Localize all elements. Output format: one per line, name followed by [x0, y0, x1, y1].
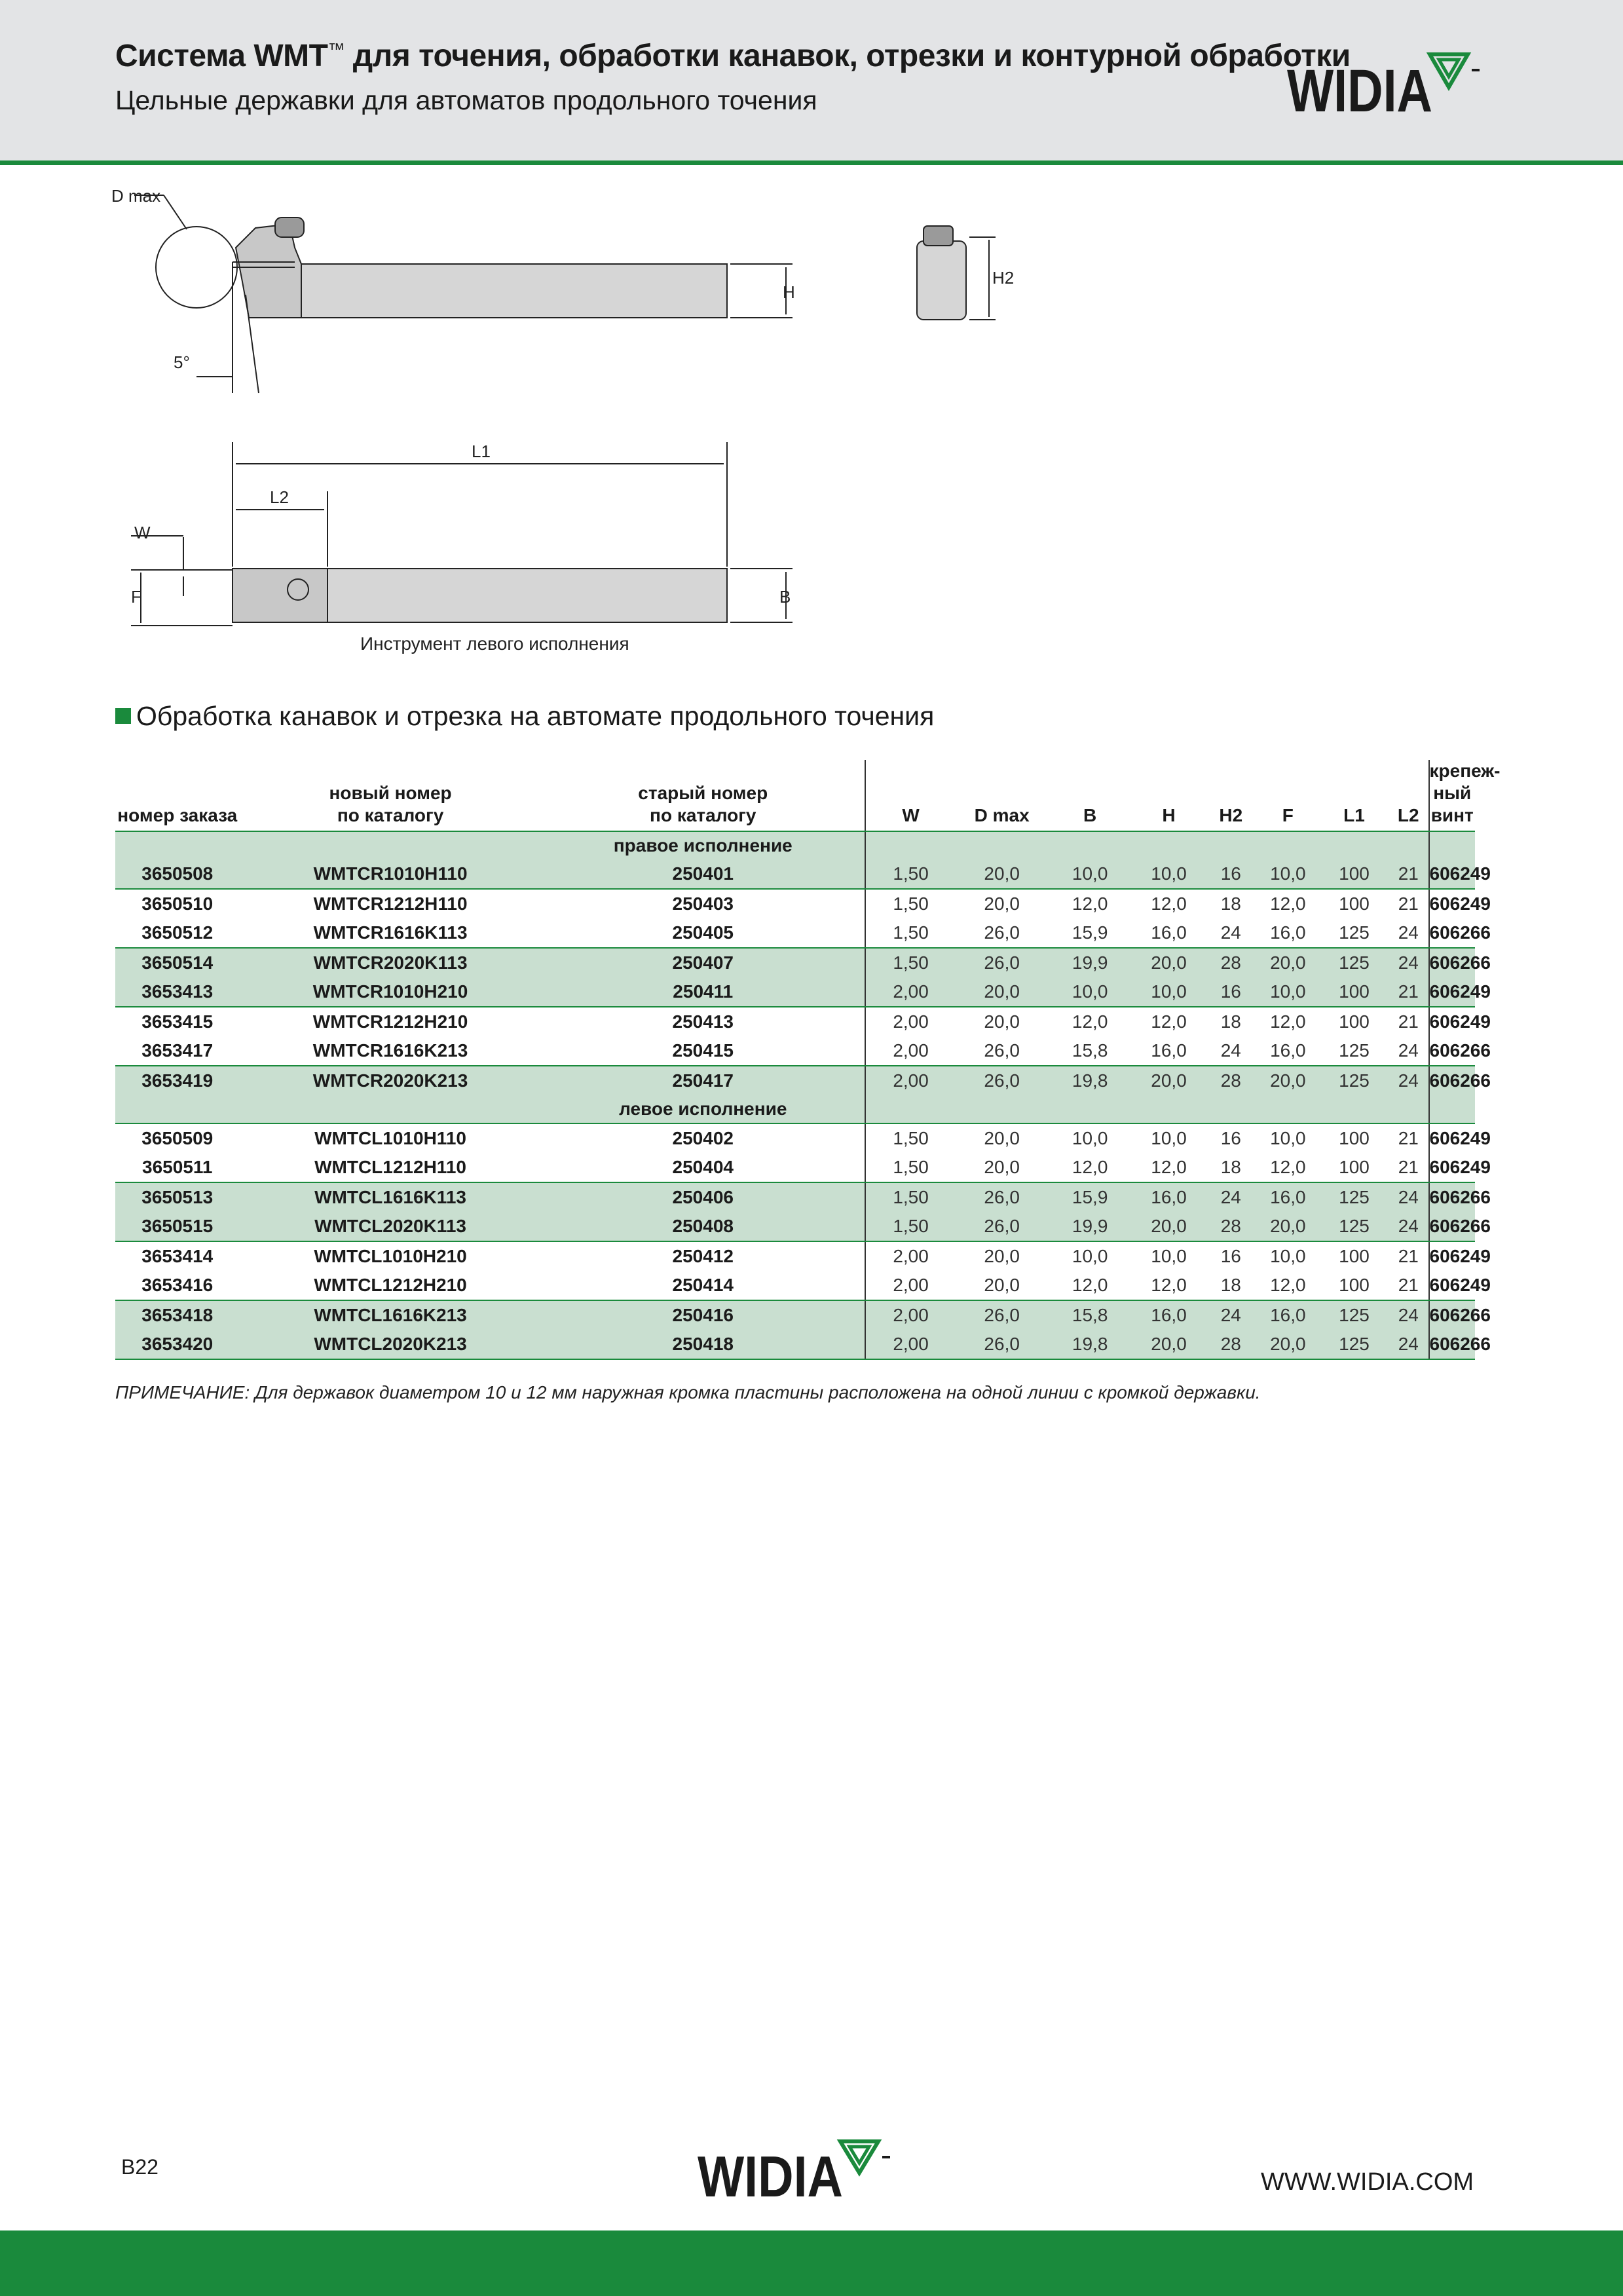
table-cell: 10,0 — [1048, 859, 1132, 889]
table-cell: 606249 — [1429, 894, 1491, 914]
table-body — [115, 831, 1491, 1359]
table-cell: 125 — [1320, 1212, 1389, 1241]
widia-logo-footer — [698, 2132, 894, 2204]
table-cell: 125 — [1320, 1300, 1389, 1330]
table-cell: 12,0 — [1270, 1011, 1306, 1032]
table-cell: 2,00 — [865, 1300, 956, 1330]
table-cell: 21 — [1389, 859, 1428, 889]
table-cell: 28 — [1206, 1066, 1256, 1095]
l1-label: L1 — [472, 442, 491, 461]
col-w: W — [865, 760, 956, 831]
b-label: B — [779, 587, 791, 607]
table-cell: 24 — [1389, 1036, 1428, 1066]
table-cell: WMTCR1010H110 — [240, 859, 542, 889]
table-cell: 16,0 — [1256, 918, 1320, 948]
table-cell: 1,50 — [865, 859, 956, 889]
table-cell: 1,50 — [865, 1212, 956, 1241]
table-subheader — [115, 831, 1475, 859]
table-cell: 20,0 — [1256, 1330, 1320, 1359]
table-cell: 24 — [1389, 918, 1428, 948]
square-bullet-icon — [115, 708, 131, 724]
table-cell: 250404 — [542, 1153, 865, 1182]
h2-label: H2 — [992, 268, 1015, 288]
table-cell: 606249 — [1429, 1128, 1491, 1148]
table-cell: 12,0 — [1072, 894, 1108, 914]
table-cell: WMTCL2020K213 — [240, 1330, 542, 1359]
table-cell: 250414 — [542, 1271, 865, 1300]
table-cell: 3650513 — [115, 1182, 240, 1212]
table-cell: 15,9 — [1048, 1182, 1132, 1212]
table-cell: 10,0 — [1048, 977, 1132, 1007]
table-cell: 100 — [1320, 977, 1389, 1007]
table-row — [115, 1300, 1475, 1330]
table-cell: 100 — [1339, 894, 1370, 914]
table-cell: 100 — [1320, 859, 1389, 889]
table-cell: 100 — [1320, 1153, 1389, 1182]
table-cell: 16,0 — [1132, 1182, 1206, 1212]
table-cell: 125 — [1320, 918, 1389, 948]
table-cell: 606249 — [1429, 859, 1476, 889]
table-cell: 16 — [1206, 977, 1256, 1007]
table-cell: WMTCL1010H210 — [314, 1246, 467, 1266]
footer-bar — [0, 2230, 1623, 2296]
col-order: номер заказа — [115, 760, 240, 831]
table-cell: 606266 — [1429, 1066, 1476, 1095]
table-cell: 24 — [1389, 948, 1428, 977]
table-cell: 606249 — [1429, 1246, 1491, 1266]
table-cell: 3650514 — [115, 948, 240, 977]
table-cell: 26,0 — [956, 918, 1048, 948]
table-cell: 250402 — [542, 1123, 865, 1153]
table-cell: 28 — [1206, 1330, 1256, 1359]
table-cell: 18 — [1220, 894, 1241, 914]
table-cell: 20,0 — [956, 859, 1048, 889]
table-cell: WMTCL1010H110 — [314, 1128, 466, 1148]
table-cell: 16,0 — [1256, 1300, 1320, 1330]
table-cell: 24 — [1206, 1300, 1256, 1330]
table-cell: 12,0 — [1048, 1153, 1132, 1182]
table-cell: 606266 — [1429, 1182, 1476, 1212]
table-cell: 3650515 — [115, 1212, 240, 1241]
table-cell: 10,0 — [1256, 859, 1320, 889]
table-cell: 24 — [1389, 1300, 1428, 1330]
table-cell: 18 — [1220, 1011, 1241, 1032]
table-cell: 24 — [1389, 1212, 1428, 1241]
table-cell: 18 — [1206, 1271, 1256, 1300]
table-cell: 250403 — [542, 889, 865, 918]
table-cell: 3653419 — [115, 1066, 240, 1095]
table-cell: 15,8 — [1048, 1300, 1132, 1330]
table-row — [115, 859, 1475, 889]
table-cell: 24 — [1206, 1036, 1256, 1066]
h-label: H — [783, 282, 795, 302]
col-b: B — [1048, 760, 1132, 831]
table-cell: 24 — [1389, 1182, 1428, 1212]
table-cell: 16 — [1206, 859, 1256, 889]
page-title: Система WMT™ для точения, обработки канавок, отрезки и контурной обработки — [115, 39, 1351, 73]
table-row — [115, 889, 1475, 918]
table-cell: 2,00 — [865, 1330, 956, 1359]
table-cell: 250401 — [542, 859, 865, 889]
table-cell: 16,0 — [1132, 918, 1206, 948]
table-cell: 10,0 — [1256, 977, 1320, 1007]
table-cell: WMTCL1212H210 — [240, 1271, 542, 1300]
table-cell: 20,0 — [1132, 1330, 1206, 1359]
table-cell: 2,00 — [865, 1271, 956, 1300]
table-cell: 606266 — [1429, 918, 1476, 948]
table-cell: 12,0 — [1256, 1271, 1320, 1300]
table-cell: 20,0 — [984, 1246, 1020, 1266]
table-cell: 24 — [1206, 1182, 1256, 1212]
drawing-caption: Инструмент левого исполнения — [360, 633, 629, 654]
table-cell: 12,0 — [1132, 1271, 1206, 1300]
table-cell: 3650510 — [141, 894, 214, 914]
table-cell: 12,0 — [1151, 1011, 1187, 1032]
table-cell: 1,50 — [865, 948, 956, 977]
table-cell: 1,50 — [893, 1128, 929, 1148]
col-dmax: D max — [956, 760, 1048, 831]
col-h: H — [1132, 760, 1206, 831]
table-cell: 20,0 — [984, 1011, 1020, 1032]
table-cell: 100 — [1339, 1128, 1370, 1148]
tool-drawing — [98, 177, 1048, 662]
table-cell: 12,0 — [1132, 1153, 1206, 1182]
col-h2: H2 — [1206, 760, 1256, 831]
table-cell: WMTCL1212H110 — [240, 1153, 542, 1182]
table-cell: 19,9 — [1048, 1212, 1132, 1241]
table-cell: 10,0 — [1151, 1246, 1187, 1266]
table-cell: WMTCL1616K113 — [240, 1182, 542, 1212]
table-cell: 3650508 — [115, 859, 240, 889]
table-cell: WMTCR1616K113 — [240, 918, 542, 948]
table-row — [115, 1123, 1475, 1153]
table-cell: 125 — [1320, 948, 1389, 977]
table-cell: 21 — [1389, 889, 1428, 918]
table-subheader — [115, 1095, 1475, 1123]
table-cell: 15,9 — [1048, 918, 1132, 948]
table-cell: 1,50 — [865, 918, 956, 948]
table-cell: 26,0 — [956, 1066, 1048, 1095]
table-cell: 125 — [1320, 1330, 1389, 1359]
table-cell: 21 — [1389, 1241, 1428, 1271]
table-cell: 20,0 — [956, 1271, 1048, 1300]
col-l1: L1 — [1320, 760, 1389, 831]
table-cell: 125 — [1320, 1036, 1389, 1066]
table-cell: 2,00 — [865, 977, 956, 1007]
w-label: W — [134, 523, 151, 542]
table-row — [115, 1007, 1475, 1036]
table-cell: 100 — [1339, 1246, 1370, 1266]
table-row — [115, 1182, 1475, 1212]
col-new-catalog: новый номер по каталогу — [240, 760, 542, 831]
table-row — [115, 1271, 1475, 1300]
table-cell: 26,0 — [956, 1212, 1048, 1241]
table-row — [115, 918, 1475, 948]
dmax-label: D max — [111, 186, 161, 206]
table-cell: 250406 — [542, 1182, 865, 1212]
header-divider — [0, 160, 1623, 165]
table-cell: 26,0 — [956, 1300, 1048, 1330]
f-label: F — [131, 587, 141, 607]
table-cell: 26,0 — [956, 1182, 1048, 1212]
table-cell: 250407 — [542, 948, 865, 977]
table-cell: 3650512 — [115, 918, 240, 948]
table-cell: 3650509 — [141, 1128, 214, 1148]
table-cell: 1,50 — [893, 894, 929, 914]
table-cell: 12,0 — [1048, 1271, 1132, 1300]
table-row — [115, 1036, 1475, 1066]
table-cell: 26,0 — [956, 1036, 1048, 1066]
table-row — [115, 1212, 1475, 1241]
table-cell: 2,00 — [865, 1036, 956, 1066]
table-row — [115, 1241, 1475, 1271]
table-cell: 16 — [1220, 1128, 1241, 1148]
table-cell: 24 — [1206, 918, 1256, 948]
table-cell: 12,0 — [1256, 1153, 1320, 1182]
table-cell: 12,0 — [1270, 894, 1306, 914]
table-cell: 1,50 — [865, 1182, 956, 1212]
table-cell: 606266 — [1429, 948, 1476, 977]
table-cell: WMTCR2020K113 — [240, 948, 542, 977]
table-cell: 100 — [1320, 1271, 1389, 1300]
l2-label: L2 — [270, 487, 289, 507]
table-cell: 3653413 — [115, 977, 240, 1007]
svg-text:WIDIA: WIDIA — [698, 2144, 843, 2204]
table-row — [115, 977, 1475, 1007]
variant-label: левое исполнение — [542, 1095, 865, 1123]
table-cell: 3653414 — [141, 1246, 214, 1266]
variant-label: правое исполнение — [542, 831, 865, 859]
table-cell: 250418 — [542, 1330, 865, 1359]
table-cell: 24 — [1389, 1330, 1428, 1359]
table-cell: 20,0 — [1132, 1066, 1206, 1095]
table-cell: 250416 — [542, 1300, 865, 1330]
table-cell: 28 — [1206, 1212, 1256, 1241]
table-cell: 21 — [1389, 1153, 1428, 1182]
page-header — [0, 0, 1623, 160]
table-cell: 2,00 — [893, 1246, 929, 1266]
table-cell: 606266 — [1429, 1300, 1476, 1330]
table-cell: WMTCL1616K213 — [240, 1300, 542, 1330]
table-row — [115, 948, 1475, 977]
table-cell: 606249 — [1429, 1011, 1491, 1032]
widia-logo — [1287, 43, 1483, 121]
table-cell: WMTCR1010H210 — [240, 977, 542, 1007]
table-cell: 21 — [1389, 1007, 1428, 1036]
table-cell: 10,0 — [1132, 859, 1206, 889]
table-cell: 250408 — [542, 1212, 865, 1241]
table-cell: 10,0 — [1072, 1246, 1108, 1266]
page-subtitle: Цельные державки для автоматов продольного точения — [115, 85, 817, 115]
table-cell: 20,0 — [1132, 1212, 1206, 1241]
table-cell: 3653417 — [115, 1036, 240, 1066]
table-cell: 19,8 — [1048, 1330, 1132, 1359]
table-cell: 3653418 — [115, 1300, 240, 1330]
table-cell: 2,00 — [865, 1066, 956, 1095]
table-cell: WMTCR1212H210 — [312, 1011, 468, 1032]
table-cell: 20,0 — [984, 894, 1020, 914]
table-cell: 1,50 — [865, 1153, 956, 1182]
table-cell: 250415 — [542, 1036, 865, 1066]
table-cell: 250413 — [542, 1007, 865, 1036]
table-cell: 20,0 — [1256, 1212, 1320, 1241]
page-number: B22 — [121, 2155, 159, 2179]
table-cell: 18 — [1206, 1153, 1256, 1182]
col-l2: L2 — [1389, 760, 1428, 831]
table-cell: 10,0 — [1270, 1246, 1306, 1266]
table-cell: 606249 — [1429, 1153, 1476, 1182]
table-cell: WMTCL2020K113 — [240, 1212, 542, 1241]
table-row — [115, 1153, 1475, 1182]
table-cell: 12,0 — [1151, 894, 1187, 914]
table-cell: 250412 — [542, 1241, 865, 1271]
table-cell: 16,0 — [1256, 1036, 1320, 1066]
table-note: ПРИМЕЧАНИЕ: Для державок диаметром 10 и 12 мм наружная кромка пластины расположена на одной линии с кромкой державки. — [115, 1382, 1261, 1402]
angle-label: 5° — [174, 352, 190, 372]
table-cell: 100 — [1339, 1011, 1370, 1032]
col-old-catalog: старый номер по каталогу — [542, 760, 865, 831]
table-cell: 21 — [1389, 1123, 1428, 1153]
table-cell: 26,0 — [956, 948, 1048, 977]
table-row — [115, 1330, 1475, 1359]
table-cell: 20,0 — [956, 977, 1048, 1007]
table-cell: 125 — [1320, 1182, 1389, 1212]
website-link[interactable]: WWW.WIDIA.COM — [1261, 2168, 1474, 2196]
table-cell: WMTCR1616K213 — [240, 1036, 542, 1066]
table-cell: 20,0 — [984, 1128, 1020, 1148]
col-screw: крепеж- ный винт — [1429, 760, 1476, 831]
table-cell: 606266 — [1429, 1036, 1476, 1066]
table-cell: 250411 — [542, 977, 865, 1007]
table-cell: 15,8 — [1048, 1036, 1132, 1066]
table-cell: 3653420 — [115, 1330, 240, 1359]
table-cell: 16,0 — [1132, 1036, 1206, 1066]
product-table — [115, 760, 1501, 1360]
table-cell: 3653415 — [141, 1011, 214, 1032]
table-cell: 125 — [1320, 1066, 1389, 1095]
table-cell: 19,8 — [1048, 1066, 1132, 1095]
table-cell: 20,0 — [956, 1153, 1048, 1182]
table-cell: 250417 — [542, 1066, 865, 1095]
table-cell: 250405 — [542, 918, 865, 948]
col-f: F — [1256, 760, 1320, 831]
svg-text:WIDIA: WIDIA — [1287, 58, 1432, 121]
table-cell: 19,9 — [1048, 948, 1132, 977]
table-cell: 20,0 — [1132, 948, 1206, 977]
table-cell: 606266 — [1429, 1212, 1476, 1241]
table-cell: 16,0 — [1132, 1300, 1206, 1330]
table-cell: 10,0 — [1151, 1128, 1187, 1148]
table-cell: 606266 — [1429, 1330, 1476, 1359]
table-cell: 28 — [1206, 948, 1256, 977]
section-title: Обработка канавок и отрезка на автомате продольного точения — [115, 701, 934, 732]
table-cell: 24 — [1389, 1066, 1428, 1095]
table-cell: 20,0 — [1256, 948, 1320, 977]
table-cell: 16,0 — [1256, 1182, 1320, 1212]
table-cell: 10,0 — [1072, 1128, 1108, 1148]
table-cell: 3650511 — [115, 1153, 240, 1182]
table-cell: 3653416 — [115, 1271, 240, 1300]
table-cell: 606249 — [1429, 1271, 1476, 1300]
table-cell: 2,00 — [893, 1011, 929, 1032]
table-cell: 21 — [1389, 977, 1428, 1007]
table-cell: 10,0 — [1270, 1128, 1306, 1148]
table-cell: WMTCR2020K213 — [240, 1066, 542, 1095]
table-cell: 10,0 — [1132, 977, 1206, 1007]
table-cell: 21 — [1389, 1271, 1428, 1300]
table-header — [115, 760, 1475, 831]
table-row — [115, 1066, 1475, 1095]
table-cell: 16 — [1220, 1246, 1241, 1266]
table-cell: 20,0 — [1256, 1066, 1320, 1095]
table-cell: 12,0 — [1072, 1011, 1108, 1032]
table-cell: 606249 — [1429, 977, 1476, 1007]
table-cell: 26,0 — [956, 1330, 1048, 1359]
table-cell: WMTCR1212H110 — [313, 894, 468, 914]
